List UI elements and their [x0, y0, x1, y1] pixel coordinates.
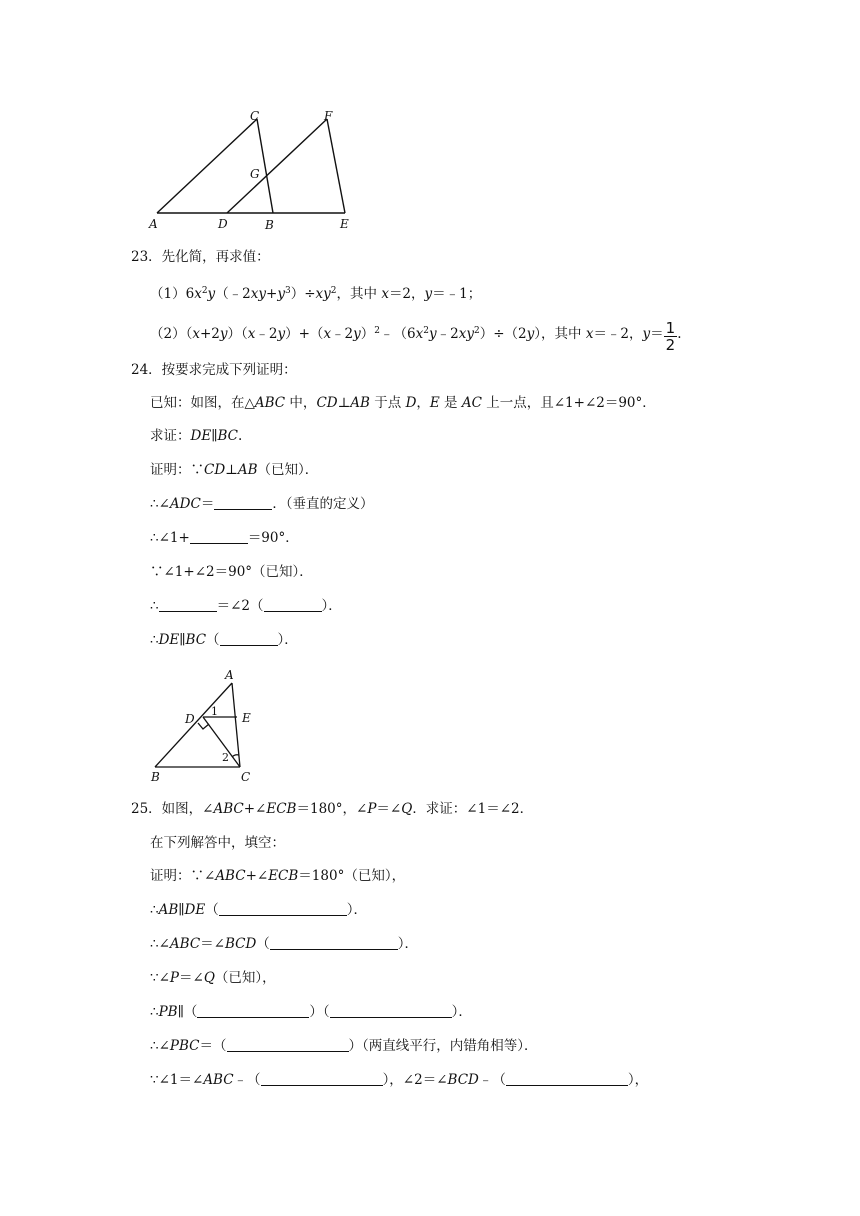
figure-triangle-abc	[145, 665, 270, 785]
label-C: C	[250, 109, 260, 123]
q24-line6: ∴DE∥BC（ ）．	[150, 632, 298, 648]
line-FE	[327, 119, 345, 213]
answer-blank[interactable]	[219, 901, 347, 916]
q23-title: 23．先化简，再求值：	[131, 249, 270, 265]
q25-line2: ∴AB∥DE（ ）．	[150, 902, 367, 918]
label-E: E	[242, 711, 251, 725]
q24-line5: ∴ ＝∠2（ ）．	[150, 598, 342, 614]
label-A: A	[149, 217, 158, 231]
answer-blank[interactable]	[214, 495, 272, 510]
line-CB	[257, 119, 273, 213]
q23-part2: $(2)(x+2y)(x﹣2y)+(x﹣2y)^2﹣(6x^2y﹣2xy^2)\div(2y)$，其中 x＝﹣2，y＝ $\frac{1}{2}$ .	[150, 319, 682, 354]
answer-blank[interactable]	[197, 1003, 309, 1018]
answer-blank[interactable]	[264, 597, 322, 612]
answer-blank[interactable]	[190, 529, 248, 544]
q25-line6: ∴∠PBC＝（ ）（两直线平行，内错角相等）．	[150, 1038, 538, 1054]
label-D: D	[185, 712, 195, 726]
label-G: G	[250, 167, 260, 181]
q24-given: 已知：如图，在△ABC 中，CD⊥AB 于点 D，E 是 AC 上一点，且∠1+∠2＝90°．	[150, 395, 656, 411]
figure-parallelogram-triangles	[140, 105, 370, 235]
q24-title: 24．按要求完成下列证明：	[131, 362, 297, 378]
answer-blank[interactable]	[227, 1037, 349, 1052]
angle-1-label: 1	[211, 705, 218, 718]
q24-line3: ∴∠1+ ＝90°．	[150, 530, 299, 546]
label-F: F	[324, 109, 333, 123]
q25-line1: 证明：∵∠ABC+∠ECB＝180°（已知），	[150, 868, 406, 884]
q25-title: 25．如图，∠ABC+∠ECB＝180°，∠P＝∠Q．求证：∠1＝∠2．	[131, 801, 534, 817]
q25-line5: ∴PB∥（ ）（ ）．	[150, 1004, 472, 1020]
label-A: A	[225, 668, 234, 682]
answer-blank[interactable]	[330, 1003, 452, 1018]
q24-line1: 证明：∵CD⊥AB（已知）．	[150, 462, 319, 478]
answer-blank[interactable]	[261, 1071, 383, 1086]
fraction-one-half: $\frac{1}{2}$	[665, 319, 676, 354]
q24-line2: ∴∠ADC＝ ．（垂直的定义）	[150, 496, 374, 512]
label-B: B	[151, 770, 160, 784]
answer-blank[interactable]	[159, 597, 217, 612]
answer-blank[interactable]	[270, 935, 398, 950]
q24-line4: ∵∠1+∠2＝90°（已知）．	[150, 564, 313, 580]
q25-line7: ∵∠1＝∠ABC﹣（ ），∠2＝∠BCD﹣（ ），	[150, 1072, 649, 1088]
q25-line4: ∵∠P＝∠Q（已知），	[150, 970, 276, 986]
answer-blank[interactable]	[506, 1071, 628, 1086]
angle-2-label: 2	[222, 751, 229, 764]
label-C: C	[241, 770, 251, 784]
q23-part1: $(1)6x^2y(﹣2xy+y^3)\div xy^2$，其中 x＝2，y＝﹣1；	[150, 286, 482, 302]
q25-intro: 在下列解答中，填空：	[150, 835, 285, 851]
label-E: E	[340, 217, 349, 231]
label-B: B	[265, 218, 274, 232]
q25-line3: ∴∠ABC＝∠BCD（ ）．	[150, 936, 419, 952]
answer-blank[interactable]	[220, 631, 278, 646]
q24-prove: 求证：DE∥BC.	[150, 428, 243, 444]
angle2-arc	[232, 755, 239, 757]
label-D: D	[218, 217, 228, 231]
